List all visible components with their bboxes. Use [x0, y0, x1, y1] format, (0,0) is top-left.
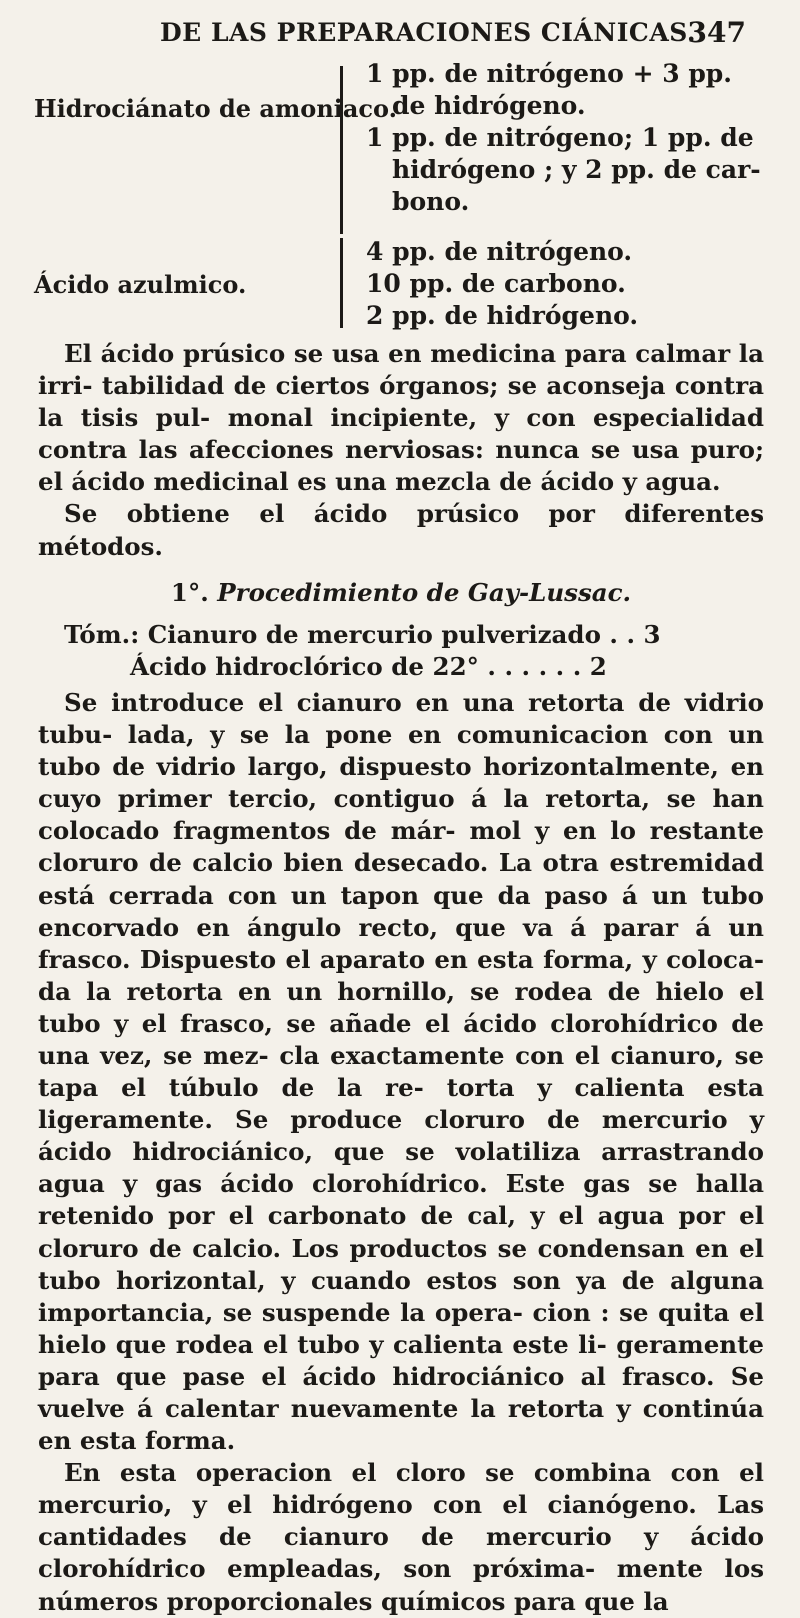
compound-name-hidrocianato: Hidrociánato de amoniaco. — [34, 94, 397, 123]
formula-line: 10 pp. de carbono. — [366, 269, 626, 298]
brace-hidrocianato — [340, 66, 357, 234]
formula-line: hidrógeno ; y 2 pp. de car- — [392, 155, 761, 184]
paragraph-reaction: En esta operacion el cloro se combina con el mercurio, y el hidrógeno con el cianógeno. Las cantidades de cianuro de mercurio y ácido clorohídrico empleadas, son próxima- mente los números proporcionales químicos para que la — [38, 1458, 764, 1616]
recipe-row: Tóm.: Cianuro de mercurio pulverizado . . 3 — [64, 619, 661, 649]
brace-azulmico — [340, 238, 357, 328]
formula-line: 2 pp. de hidrógeno. — [366, 301, 639, 330]
section-heading — [38, 577, 764, 609]
formula-line: bono. — [392, 187, 470, 216]
page-header — [0, 14, 800, 50]
formula-lines-hidrocianato — [366, 58, 761, 218]
paragraph-methods: Se obtiene el ácido prúsico por diferentes métodos. — [38, 499, 764, 561]
formula-line: 4 pp. de nitrógeno. — [366, 237, 633, 266]
compound-name-azulmico: Ácido azulmico. — [34, 270, 247, 299]
formula-block — [0, 58, 800, 330]
paragraph-uses: El ácido prúsico se usa en medicina para calmar la irri- tabilidad de ciertos órganos; se aconseja contra la tisis pul- monal incipiente, y con especialidad contra las afecciones nerviosas: nunca se usa puro; el ácido medicinal es una mezcla de ácido y agua. — [38, 339, 764, 497]
page-number: 347 — [687, 16, 746, 49]
formula-lines-azulmico — [366, 236, 638, 332]
recipe — [38, 619, 764, 683]
formula-line: de hidrógeno. — [392, 91, 586, 120]
formula-line: 1 pp. de nitrógeno + 3 pp. — [366, 59, 732, 88]
formula-line: 1 pp. de nitrógeno; 1 pp. de — [366, 123, 754, 152]
section-title: Procedimiento de Gay-Lussac. — [217, 577, 632, 607]
running-head: DE LAS PREPARACIONES CIÁNICAS. — [160, 18, 697, 47]
body-text — [38, 338, 764, 1618]
section-number: 1°. — [170, 577, 209, 607]
recipe-row: Ácido hidroclórico de 22° . . . . . . 2 — [130, 651, 607, 681]
paragraph-procedure: Se introduce el cianuro en una retorta de vidrio tubu- lada, y se la pone en comunicacion con un tubo de vidrio largo, dispuesto horizontalmente, en cuyo primer tercio, contiguo á la retorta, se han colocado fragmentos de már- mol y en lo restante cloruro de calcio bien desecado. La otra estremidad está cerrada con un tapon que da paso á un tubo encorvado en ángulo recto, que va á parar á un frasco. Dispuesto el aparato en esta forma, y coloca- da la retorta en un hornillo, se rodea de hielo el tubo y el frasco, se añade el ácido clorohídrico de una vez, se mez- cla exactamente con el cianuro, se tapa el túbulo de la re- torta y calienta esta ligeramente. Se produce cloruro de mercurio y ácido hidrociánico, que se volatiliza arrastrando agua y gas ácido clorohídrico. Este gas se halla retenido por el carbonato de cal, y el agua por el cloruro de calcio. Los productos se condensan en el tubo horizontal, y cuando estos son ya de alguna importancia, se suspende la opera- cion : se quita el hielo que rodea el tubo y calienta este li- geramente para que pase el ácido hidrociánico al frasco. Se vuelve á calentar nuevamente la retorta y continúa en esta forma. — [38, 687, 764, 1456]
